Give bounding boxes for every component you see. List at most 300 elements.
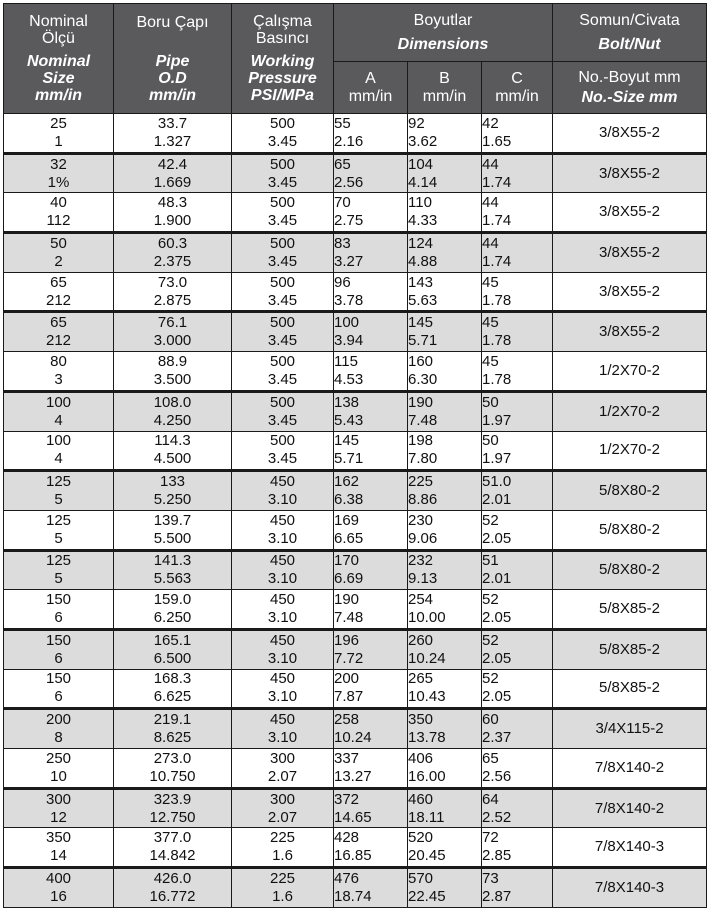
cell-pipe-od-mm: 42.4: [157, 155, 188, 173]
cell-dim-c-mm: 44: [482, 155, 499, 173]
cell-dim-a-in: 3.78: [334, 291, 364, 309]
cell-dim-c: [482, 550, 553, 590]
cell-working-pressure: [232, 669, 334, 709]
cell-bolt-size: 1/2X70-2: [553, 431, 707, 471]
cell-dim-c-in: 2.01: [482, 570, 512, 588]
cell-pipe-od-mm: 88.9: [157, 352, 188, 370]
cell-dim-c-mm: 44: [482, 194, 499, 212]
cell-pipe-od: [114, 312, 232, 352]
cell-nominal-size-in: 2: [54, 252, 63, 270]
cell-nominal-size-in: 5: [54, 529, 63, 547]
cell-dim-b-in: 8.86: [408, 491, 438, 509]
cell-pipe-od: [114, 510, 232, 550]
cell-dim-c: [482, 868, 553, 908]
cell-nominal-size-in: 12: [50, 808, 67, 826]
cell-dim-b-in: 16.00: [408, 767, 446, 785]
cell-dim-c-mm: 51.0: [482, 473, 512, 491]
cell-dim-b: [408, 828, 482, 868]
cell-pipe-od-in: 6.625: [153, 688, 192, 706]
cell-dim-c: [482, 629, 553, 669]
cell-pipe-od-mm: 219.1: [153, 711, 192, 729]
cell-pipe-od-in: 1.900: [153, 212, 192, 230]
cell-dim-c-in: 2.56: [482, 767, 512, 785]
cell-pipe-od-mm: 426.0: [153, 869, 192, 887]
cell-dim-b-in: 18.11: [408, 808, 445, 826]
cell-working-pressure-in: 3.10: [267, 688, 298, 706]
cell-nominal-size: [4, 471, 114, 511]
cell-dim-c-in: 2.05: [482, 688, 512, 706]
table-row: [4, 233, 707, 273]
cell-working-pressure-mm: 500: [269, 314, 296, 332]
cell-working-pressure: [232, 312, 334, 352]
cell-working-pressure-in: 1.6: [272, 887, 293, 905]
cell-nominal-size-mm: 150: [45, 591, 72, 609]
header-working-pressure: [232, 4, 334, 114]
cell-nominal-size-mm: 400: [45, 869, 72, 887]
cell-nominal-size-mm: 200: [45, 711, 72, 729]
cell-dim-b-in: 3.62: [408, 132, 438, 150]
cell-working-pressure-in: 3.10: [267, 609, 298, 627]
cell-dim-a-mm: 337: [334, 749, 360, 767]
cell-dim-b: [408, 471, 482, 511]
cell-dim-b-in: 6.30: [408, 370, 438, 388]
cell-dim-c: [482, 193, 553, 233]
cell-dim-a: [334, 550, 408, 590]
cell-working-pressure-in: 3.10: [267, 529, 298, 547]
table-row: [4, 709, 707, 749]
cell-bolt-size: 5/8X80-2: [553, 550, 707, 590]
cell-working-pressure-in: 3.45: [267, 212, 298, 230]
cell-pipe-od-mm: 168.3: [153, 670, 192, 688]
header-bolt-sub-en: No.-Size mm: [581, 88, 678, 106]
cell-working-pressure-in: 3.10: [267, 729, 298, 747]
cell-dim-c-in: 2.05: [482, 609, 512, 627]
cell-dim-a: [334, 749, 408, 789]
cell-dim-a: [334, 114, 408, 154]
cell-dim-c-mm: 64: [482, 790, 499, 808]
cell-working-pressure: [232, 233, 334, 273]
cell-dim-b: [408, 114, 482, 154]
cell-dim-a-in: 14.65: [334, 808, 372, 826]
cell-working-pressure-mm: 500: [269, 352, 296, 370]
cell-working-pressure-mm: 500: [269, 194, 296, 212]
cell-bolt-size: 5/8X80-2: [553, 471, 707, 511]
table-row: [4, 193, 707, 233]
cell-working-pressure-mm: 500: [269, 273, 296, 291]
header-pipe-en-2: O.D: [158, 69, 187, 87]
header-dimensions: [334, 4, 553, 62]
cell-nominal-size-mm: 25: [50, 114, 67, 132]
cell-dim-a: [334, 391, 408, 431]
cell-dim-a-in: 4.53: [334, 370, 364, 388]
cell-dim-a: [334, 629, 408, 669]
cell-working-pressure: [232, 272, 334, 312]
cell-nominal-size-mm: 125: [45, 552, 72, 570]
cell-dim-c: [482, 153, 553, 193]
cell-dim-c-mm: 60: [482, 711, 499, 729]
cell-working-pressure: [232, 828, 334, 868]
cell-dim-c-mm: 50: [482, 393, 499, 411]
cell-dim-b: [408, 153, 482, 193]
cell-pipe-od-in: 5.563: [153, 570, 192, 588]
cell-dim-b-in: 4.88: [408, 252, 438, 270]
cell-pipe-od-mm: 159.0: [153, 591, 192, 609]
cell-working-pressure-mm: 500: [269, 155, 296, 173]
cell-dim-b-mm: 350: [408, 711, 434, 729]
header-pipe-od: [114, 4, 232, 114]
cell-dim-a-mm: 55: [334, 114, 351, 132]
cell-dim-b-in: 4.14: [408, 173, 438, 191]
cell-dim-a: [334, 590, 408, 630]
cell-pipe-od-mm: 60.3: [157, 234, 188, 252]
cell-nominal-size-in: 3: [54, 370, 63, 388]
cell-working-pressure: [232, 709, 334, 749]
cell-dim-b-mm: 520: [408, 829, 434, 847]
cell-dim-c-mm: 73: [482, 869, 499, 887]
cell-nominal-size-in: 212: [45, 332, 72, 350]
cell-nominal-size-mm: 32: [50, 155, 67, 173]
cell-dim-b-in: 7.80: [408, 450, 438, 468]
cell-working-pressure: [232, 749, 334, 789]
cell-working-pressure-mm: 450: [269, 711, 296, 729]
cell-working-pressure: [232, 550, 334, 590]
cell-dim-a-in: 7.87: [334, 688, 364, 706]
cell-dim-b: [408, 391, 482, 431]
cell-working-pressure-mm: 450: [269, 591, 296, 609]
cell-nominal-size-in: 6: [54, 649, 63, 667]
cell-nominal-size-in: 1%: [47, 173, 70, 191]
cell-dim-c-in: 1.74: [482, 173, 512, 191]
cell-nominal-size-mm: 300: [45, 790, 72, 808]
cell-dim-a: [334, 669, 408, 709]
cell-bolt-size: 7/8X140-3: [553, 868, 707, 908]
cell-pipe-od: [114, 709, 232, 749]
cell-dim-c-in: 1.78: [482, 332, 512, 350]
cell-working-pressure-mm: 450: [269, 511, 296, 529]
cell-dim-c-in: 2.52: [482, 808, 512, 826]
header-col-a: [334, 62, 408, 114]
cell-dim-b-mm: 254: [408, 591, 434, 609]
cell-pipe-od: [114, 788, 232, 828]
cell-bolt-size: 3/4X115-2: [553, 709, 707, 749]
cell-nominal-size: [4, 193, 114, 233]
cell-bolt-size: 3/8X55-2: [553, 312, 707, 352]
cell-dim-a-mm: 196: [334, 631, 360, 649]
header-nominal-size: [4, 4, 114, 114]
cell-nominal-size-mm: 125: [45, 473, 72, 491]
cell-dim-b-in: 10.43: [408, 688, 446, 706]
cell-dim-a-in: 2.75: [334, 212, 364, 230]
cell-dim-c-in: 2.37: [482, 729, 512, 747]
cell-nominal-size-mm: 65: [50, 314, 67, 332]
cell-dim-a-in: 6.65: [334, 529, 364, 547]
cell-bolt-size: 5/8X85-2: [553, 629, 707, 669]
cell-dim-a-mm: 100: [334, 314, 360, 332]
cell-dim-c: [482, 669, 553, 709]
table-row: [4, 352, 707, 392]
table-row: [4, 391, 707, 431]
cell-pipe-od-in: 6.500: [153, 649, 192, 667]
cell-dim-c-mm: 45: [482, 352, 499, 370]
cell-dim-a-mm: 169: [334, 511, 360, 529]
cell-pipe-od-in: 10.750: [149, 767, 196, 785]
cell-dim-b-in: 9.13: [408, 570, 438, 588]
cell-nominal-size-in: 4: [54, 411, 63, 429]
header-bolt-nut: [553, 4, 707, 62]
header-pipe-en-3: mm/in: [148, 86, 197, 104]
cell-working-pressure: [232, 868, 334, 908]
cell-nominal-size: [4, 550, 114, 590]
cell-working-pressure-in: 3.45: [267, 252, 298, 270]
cell-dim-b: [408, 352, 482, 392]
table-row: [4, 153, 707, 193]
cell-working-pressure-mm: 300: [269, 749, 296, 767]
cell-pipe-od: [114, 868, 232, 908]
cell-pipe-od: [114, 272, 232, 312]
table-row: [4, 629, 707, 669]
cell-dim-b-mm: 570: [408, 869, 434, 887]
cell-working-pressure-in: 3.45: [267, 450, 298, 468]
cell-bolt-size: 3/8X55-2: [553, 272, 707, 312]
cell-dim-c-in: 2.85: [482, 847, 512, 865]
cell-dim-a-in: 13.27: [334, 767, 372, 785]
cell-dim-c-mm: 50: [482, 432, 499, 450]
cell-working-pressure-in: 3.45: [267, 370, 298, 388]
cell-dim-a-mm: 65: [334, 155, 351, 173]
cell-working-pressure: [232, 193, 334, 233]
cell-nominal-size: [4, 153, 114, 193]
cell-nominal-size: [4, 114, 114, 154]
cell-dim-c-mm: 45: [482, 273, 499, 291]
header-col-a-letter: A: [365, 69, 376, 87]
header-col-b-unit: mm/in: [422, 87, 467, 105]
cell-nominal-size-mm: 150: [45, 670, 72, 688]
cell-dim-c: [482, 471, 553, 511]
cell-pipe-od-in: 4.250: [153, 411, 192, 429]
cell-dim-b-mm: 143: [408, 273, 434, 291]
header-col-b: [408, 62, 482, 114]
cell-nominal-size-mm: 50: [50, 234, 67, 252]
cell-nominal-size: [4, 828, 114, 868]
cell-bolt-size: 3/8X55-2: [553, 233, 707, 273]
cell-dim-b-in: 5.71: [408, 332, 438, 350]
cell-dim-c-in: 1.74: [482, 212, 512, 230]
cell-dim-a: [334, 788, 408, 828]
cell-dim-b: [408, 312, 482, 352]
cell-dim-c: [482, 510, 553, 550]
cell-nominal-size-in: 1: [54, 132, 63, 150]
cell-dim-c-in: 1.78: [482, 291, 512, 309]
cell-pipe-od-mm: 377.0: [153, 829, 192, 847]
cell-nominal-size-mm: 350: [45, 829, 72, 847]
table-row: [4, 590, 707, 630]
cell-working-pressure-in: 3.45: [267, 173, 298, 191]
cell-dim-a-mm: 258: [334, 711, 360, 729]
header-nominal-en-2: Size: [42, 70, 75, 87]
header-pressure-tr-2: Basıncı: [255, 30, 310, 47]
cell-dim-b-mm: 198: [408, 432, 434, 450]
header-nominal-tr: Nominal Ölçü: [29, 13, 88, 47]
cell-dim-c-in: 2.01: [482, 491, 512, 509]
spec-table: [3, 3, 707, 908]
cell-dim-a: [334, 312, 408, 352]
header-col-b-letter: B: [439, 69, 450, 87]
cell-nominal-size: [4, 352, 114, 392]
cell-working-pressure-in: 3.45: [267, 411, 298, 429]
cell-dim-c: [482, 114, 553, 154]
cell-pipe-od-mm: 133: [159, 473, 186, 491]
cell-pipe-od: [114, 590, 232, 630]
cell-pipe-od: [114, 828, 232, 868]
cell-working-pressure: [232, 788, 334, 828]
cell-dim-c-mm: 44: [482, 234, 499, 252]
header-nominal-en-3: mm/in: [34, 87, 83, 104]
cell-dim-b: [408, 629, 482, 669]
cell-pipe-od: [114, 193, 232, 233]
cell-dim-b-in: 20.45: [408, 847, 446, 865]
cell-dim-a-in: 6.69: [334, 570, 364, 588]
cell-pipe-od: [114, 153, 232, 193]
cell-nominal-size-in: 6: [54, 688, 63, 706]
table-row: [4, 868, 707, 908]
cell-dim-a-mm: 428: [334, 829, 360, 847]
cell-dim-a-in: 5.71: [334, 450, 364, 468]
cell-nominal-size-in: 212: [45, 291, 72, 309]
cell-pipe-od: [114, 431, 232, 471]
cell-nominal-size-mm: 40: [50, 194, 67, 212]
cell-nominal-size: [4, 669, 114, 709]
cell-dim-b: [408, 233, 482, 273]
table-row: [4, 550, 707, 590]
cell-dim-a-mm: 190: [334, 591, 360, 609]
cell-dim-a: [334, 868, 408, 908]
cell-working-pressure-in: 3.10: [267, 649, 298, 667]
cell-dim-c-in: 1.78: [482, 370, 512, 388]
cell-dim-b-mm: 406: [408, 749, 434, 767]
cell-dim-b-mm: 110: [408, 194, 432, 212]
cell-working-pressure-in: 2.07: [267, 808, 298, 826]
cell-pipe-od-mm: 323.9: [153, 790, 192, 808]
cell-pipe-od: [114, 391, 232, 431]
cell-dim-a: [334, 510, 408, 550]
cell-dim-c: [482, 233, 553, 273]
cell-dim-a-in: 16.85: [334, 847, 372, 865]
cell-bolt-size: 7/8X140-2: [553, 749, 707, 789]
cell-nominal-size-mm: 150: [45, 631, 72, 649]
cell-nominal-size-mm: 125: [45, 511, 72, 529]
cell-pipe-od-in: 5.250: [153, 491, 192, 509]
cell-dim-b-in: 7.48: [408, 411, 438, 429]
cell-dim-c: [482, 272, 553, 312]
cell-dim-c-in: 2.05: [482, 529, 512, 547]
cell-nominal-size-in: 4: [54, 450, 63, 468]
cell-dim-b-mm: 260: [408, 631, 434, 649]
cell-working-pressure-mm: 450: [269, 631, 296, 649]
cell-dim-a-in: 5.43: [334, 411, 364, 429]
header-pressure-en-3: PSI/MPa: [250, 87, 315, 104]
cell-dim-a-in: 7.72: [334, 649, 364, 667]
cell-dim-a: [334, 471, 408, 511]
cell-nominal-size: [4, 431, 114, 471]
cell-pipe-od-mm: 139.7: [153, 511, 192, 529]
cell-dim-c-in: 1.74: [482, 252, 512, 270]
table-row: [4, 114, 707, 154]
cell-bolt-size: 7/8X140-3: [553, 828, 707, 868]
cell-working-pressure: [232, 510, 334, 550]
table-row: [4, 431, 707, 471]
cell-pipe-od-mm: 273.0: [153, 749, 192, 767]
cell-working-pressure-in: 2.07: [267, 767, 298, 785]
cell-dim-c-mm: 45: [482, 314, 499, 332]
cell-bolt-size: 1/2X70-2: [553, 391, 707, 431]
table-row: [4, 312, 707, 352]
header-dimensions-tr: Boyutlar: [413, 11, 473, 29]
cell-dim-a: [334, 272, 408, 312]
cell-dim-a: [334, 431, 408, 471]
cell-dim-c: [482, 590, 553, 630]
table-row: [4, 272, 707, 312]
header-dimensions-en: Dimensions: [397, 35, 489, 53]
cell-pipe-od-in: 16.772: [149, 887, 196, 905]
cell-pipe-od: [114, 669, 232, 709]
cell-working-pressure: [232, 114, 334, 154]
cell-nominal-size-in: 10: [50, 767, 67, 785]
cell-dim-b: [408, 550, 482, 590]
cell-working-pressure: [232, 629, 334, 669]
cell-working-pressure-mm: 500: [269, 114, 296, 132]
cell-dim-a-mm: 170: [334, 552, 360, 570]
cell-nominal-size: [4, 590, 114, 630]
header-pressure-en-1: Working: [250, 53, 315, 70]
cell-nominal-size-in: 14: [50, 847, 67, 865]
cell-dim-b: [408, 788, 482, 828]
cell-working-pressure: [232, 431, 334, 471]
cell-pipe-od-in: 1.669: [153, 173, 192, 191]
cell-dim-a-in: 3.27: [334, 252, 364, 270]
cell-working-pressure: [232, 391, 334, 431]
cell-dim-c: [482, 352, 553, 392]
cell-dim-a-mm: 96: [334, 273, 351, 291]
cell-nominal-size: [4, 312, 114, 352]
cell-dim-a-mm: 145: [334, 432, 360, 450]
cell-dim-b-mm: 124: [408, 234, 434, 252]
cell-dim-a-mm: 138: [334, 393, 360, 411]
cell-dim-b-in: 5.63: [408, 291, 438, 309]
cell-pipe-od-in: 4.500: [153, 450, 192, 468]
cell-dim-a: [334, 193, 408, 233]
cell-pipe-od-mm: 165.1: [153, 631, 192, 649]
table-body: [4, 114, 707, 908]
cell-bolt-size: 5/8X85-2: [553, 590, 707, 630]
header-pressure-tr-1: Çalışma: [253, 13, 312, 30]
cell-working-pressure-mm: 300: [269, 790, 296, 808]
cell-pipe-od-mm: 76.1: [157, 314, 188, 332]
cell-working-pressure-mm: 500: [269, 432, 296, 450]
cell-working-pressure-mm: 225: [269, 869, 296, 887]
header-col-c-letter: C: [511, 69, 523, 87]
header-bolt-sub: [553, 62, 707, 114]
cell-pipe-od-in: 5.500: [153, 529, 192, 547]
cell-dim-b: [408, 709, 482, 749]
cell-nominal-size-in: 5: [54, 491, 63, 509]
cell-working-pressure-mm: 500: [269, 234, 296, 252]
cell-dim-a-in: 18.74: [334, 887, 372, 905]
cell-dim-a-mm: 372: [334, 790, 360, 808]
cell-working-pressure-in: 3.10: [267, 491, 298, 509]
cell-dim-b: [408, 510, 482, 550]
cell-working-pressure-mm: 450: [269, 473, 296, 491]
cell-dim-a-mm: 162: [334, 473, 360, 491]
